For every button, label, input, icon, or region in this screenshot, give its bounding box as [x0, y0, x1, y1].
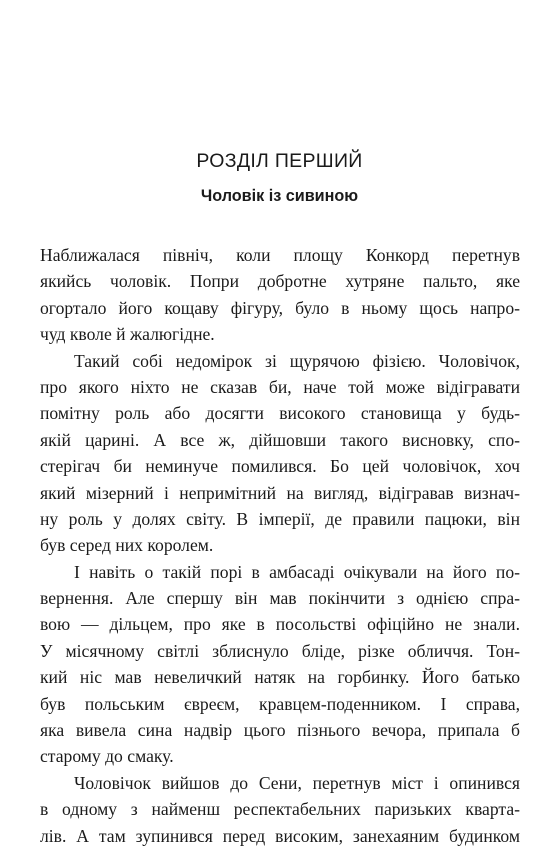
text-line: У місячному світлі зблиснуло бліде, різке обличчя. Тон- [40, 640, 520, 661]
text-line: ну роль у долях світу. В імперії, де правили пацюки, він [40, 508, 520, 529]
paragraph [40, 559, 520, 770]
text-line: вою — дільцем, про яке в посольстві офіційно не знали. [40, 614, 520, 635]
text-line: Чоловічок вийшов до Сени, перетнув міст і опинився [74, 772, 520, 793]
text-line: в одному з найменш респектабельних паризьких кварта- [40, 799, 520, 820]
text-line: Такий собі недомірок зі щурячою фізією. Чоловічок, [74, 350, 520, 371]
paragraph [40, 348, 520, 559]
paragraph [40, 770, 520, 849]
text-line: вернення. Але спершу він мав покінчити з однією спра- [40, 588, 520, 609]
text-line: який мізерний і непримітний на вигляд, відігравав визнач- [40, 482, 520, 503]
body-text [40, 242, 520, 849]
text-line: яка вивела сина надвір цього пізнього вечора, припала б [40, 720, 520, 741]
text-line: старому до смаку. [40, 746, 174, 767]
text-line: І навіть о такій порі в амбасаді очікували на його по- [74, 561, 520, 582]
text-line: кий ніс мав невеличкий натяк на горбинку. Його батько [40, 667, 520, 688]
text-line: Наближалася північ, коли площу Конкорд перетнув [40, 245, 520, 265]
text-line: був польським євреєм, кравцем-поденником. І справа, [40, 693, 520, 714]
text-line: чуд кволе й жалюгідне. [40, 324, 215, 345]
text-line: лів. А там зупинився перед високим, занехаяним будинком [40, 825, 520, 846]
paragraph [40, 242, 520, 348]
text-line: був серед них королем. [40, 535, 214, 556]
text-line: якій царині. А все ж, дійшовши такого висновку, спо- [40, 429, 520, 450]
text-line: огортало його кощаву фігуру, було в ньому щось напро- [40, 297, 520, 318]
chapter-subtitle: Чоловік із сивиною [200, 187, 359, 205]
text-line: про якого ніхто не сказав би, наче той може відігравати [40, 376, 520, 397]
text-line: помітну роль або досягти високого становища у будь- [40, 403, 520, 424]
text-line: стерігач би неминуче помилився. Бо цей чоловічок, хоч [40, 456, 520, 477]
chapter-title: РОЗДІЛ ПЕРШИЙ [196, 150, 363, 172]
text-line: якийсь чоловік. Попри добротне хутряне пальто, яке [40, 271, 520, 292]
